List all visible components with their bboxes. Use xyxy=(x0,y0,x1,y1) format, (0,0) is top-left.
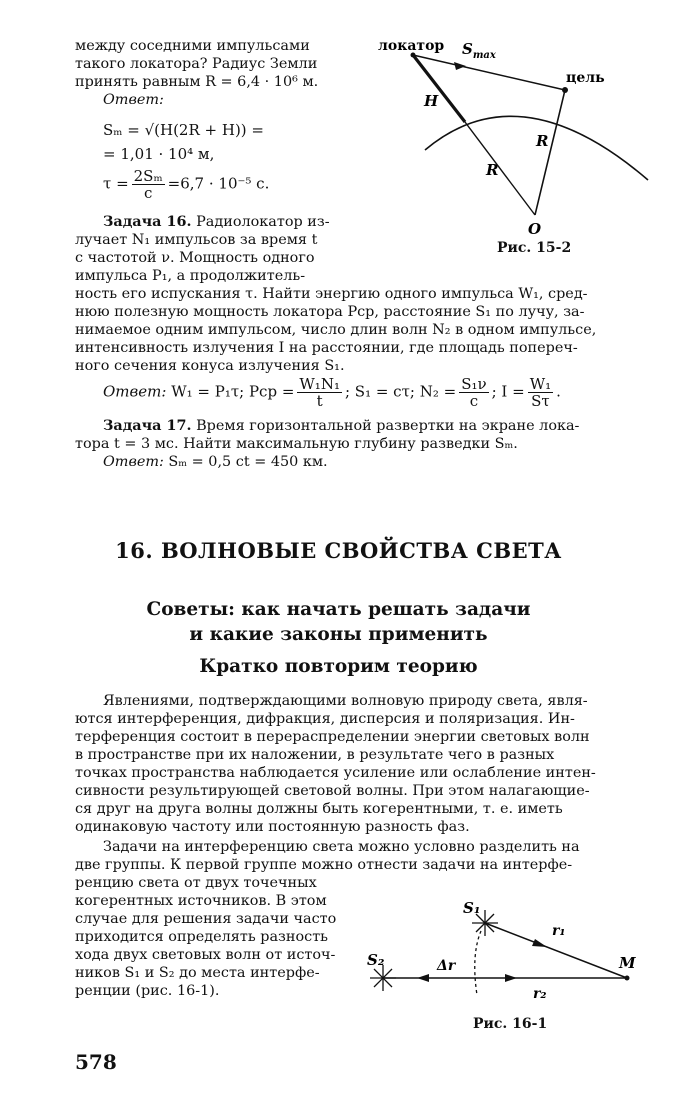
label-s1: S₁ xyxy=(463,899,481,917)
text-line: сивности результирующей световой волны. При этом налагающие- xyxy=(75,783,590,799)
label-r2: r₂ xyxy=(533,986,547,1002)
figure-caption: Рис. 16-1 xyxy=(473,1016,548,1032)
section-title: 16. ВОЛНОВЫЕ СВОЙСТВА СВЕТА xyxy=(115,538,562,563)
text-line: терференция состоит в перераспределении энергии световых волн xyxy=(75,729,590,745)
radius-line-left xyxy=(465,122,535,215)
answer-label: Ответ: xyxy=(103,454,164,470)
text-line: нюю полезную мощность локатора Pср, расстояние S₁ по лучу, за- xyxy=(75,304,585,320)
text-line: ренцию света от двух точечных xyxy=(75,875,317,891)
fraction-denominator: c xyxy=(469,392,479,410)
text-line: две группы. К первой группе можно отнести задачи на интерфе- xyxy=(75,857,573,873)
answer-label: Ответ: xyxy=(103,92,164,108)
fraction-numerator: W₁N₁ xyxy=(299,375,340,393)
text-line: приходится определять разность xyxy=(75,929,329,945)
text-line: лучает N₁ импульсов за время t xyxy=(75,232,318,248)
path-difference-arc xyxy=(475,931,481,995)
text-line: ников S₁ и S₂ до места интерфе- xyxy=(75,965,320,981)
radius-line-target xyxy=(535,90,565,215)
smax-arrow xyxy=(454,62,466,70)
text-line: случае для решения задачи часто xyxy=(75,911,337,927)
task-17-title: Задача 17. xyxy=(103,417,192,434)
target-point xyxy=(562,87,568,93)
fraction-denominator: Sτ xyxy=(531,392,550,410)
formula-tau-lhs: τ = xyxy=(103,174,129,193)
label-r1: r₁ xyxy=(552,923,566,939)
subtitle-line: и какие законы применить xyxy=(189,624,488,645)
text-line: тора t = 3 мс. Найти максимальную глубину разведки Sₘ. xyxy=(75,436,518,452)
subtitle-line: Советы: как начать решать задачи xyxy=(146,599,531,620)
answer-label: Ответ: xyxy=(103,382,167,401)
fraction-numerator: 2Sₘ xyxy=(133,167,163,185)
figure-15-2 xyxy=(370,30,670,260)
fraction xyxy=(297,376,342,409)
task-17-answer xyxy=(103,453,328,472)
answer-text: Sₘ = 0,5 ct = 450 км. xyxy=(168,454,328,470)
text-line: с частотой ν. Мощность одного xyxy=(75,250,315,266)
ray-r1-arrow xyxy=(532,939,547,947)
text-line: интенсивность излучения I на расстоянии, где площадь попереч- xyxy=(75,340,578,356)
text-line: такого локатора? Радиус Земли xyxy=(75,56,318,72)
label-h: H xyxy=(424,92,439,110)
label-center-o: O xyxy=(528,220,542,238)
label-smax: $S_{max}$ xyxy=(462,40,496,61)
answer-end: . xyxy=(556,382,561,401)
formula-sm: Sₘ = √(H(2R + H)) = xyxy=(103,121,264,139)
answer-part: W₁ = P₁τ; Pср = xyxy=(171,382,295,401)
label-s2: S₂ xyxy=(367,951,385,969)
ray-r2-arrow xyxy=(505,974,517,982)
text-line: Радиолокатор из- xyxy=(196,214,330,230)
task-16-first-line xyxy=(103,213,330,232)
delta-r-arrow-left xyxy=(417,974,429,982)
text-line: Время горизонтальной развертки на экране лока- xyxy=(196,418,580,434)
text-line: принять равным R = 6,4 · 10⁶ м. xyxy=(75,74,319,90)
fraction-numerator: W₁ xyxy=(529,375,552,393)
task-16-title: Задача 16. xyxy=(103,213,192,230)
label-target: цель xyxy=(566,70,605,86)
text-line: в пространстве при их наложении, в результате чего в разных xyxy=(75,747,555,763)
label-delta-r: Δr xyxy=(437,958,456,974)
figure-caption: Рис. 15-2 xyxy=(497,240,572,256)
figure-16-1 xyxy=(365,895,665,1010)
answer-part: ; S₁ = cτ; N₂ = xyxy=(344,382,457,401)
text-line: между соседними импульсами xyxy=(75,38,310,54)
text-line: ся друг на друга волны должны быть когерентными, т. е. иметь xyxy=(75,801,563,817)
task-16-answer xyxy=(103,376,561,409)
page-number: 578 xyxy=(75,1050,117,1074)
text-line: одинаковую частоту или постоянную разность фаз. xyxy=(75,819,470,835)
task-17-first-line xyxy=(103,417,579,436)
point-m xyxy=(625,976,630,981)
label-r-target: R xyxy=(536,132,549,150)
label-m: M xyxy=(619,954,636,972)
fraction xyxy=(459,376,488,409)
text-line: ренции (рис. 16-1). xyxy=(75,983,220,999)
text-line: ного сечения конуса излучения S₁. xyxy=(75,358,345,374)
subtitle-line: Кратко повторим теорию xyxy=(199,656,478,677)
text-line: Явлениями, подтверждающими волновую природу света, явля- xyxy=(103,693,588,709)
text-line: точках пространства наблюдается усиление или ослабление интен- xyxy=(75,765,596,781)
text-line: Задачи на интерференцию света можно условно разделить на xyxy=(103,839,580,855)
text-line: хода двух световых волн от источ- xyxy=(75,947,336,963)
formula-tau xyxy=(103,168,269,201)
label-locator: локатор xyxy=(378,38,445,54)
formula-sm-value: = 1,01 · 10⁴ м, xyxy=(103,145,215,163)
text-line: ность его испускания τ. Найти энергию одного импульса W₁, сред- xyxy=(75,286,588,302)
fraction xyxy=(528,376,553,409)
fraction-numerator: S₁ν xyxy=(461,375,487,393)
text-line: когерентных источников. В этом xyxy=(75,893,327,909)
formula-tau-rhs: =6,7 · 10⁻⁵ с. xyxy=(167,174,270,193)
answer-part: ; I = xyxy=(491,382,525,401)
text-line: ются интерференция, дифракция, дисперсия и поляризация. Ин- xyxy=(75,711,575,727)
fraction-denominator: c xyxy=(143,184,153,202)
fraction-denominator: t xyxy=(316,392,323,410)
text-line: нимаемое одним импульсом, число длин волн N₂ в одном импульсе, xyxy=(75,322,597,338)
formula-tau-fraction xyxy=(132,168,165,201)
label-r-left: R xyxy=(486,161,499,179)
text-line: импульса P₁, а продолжитель- xyxy=(75,268,306,284)
